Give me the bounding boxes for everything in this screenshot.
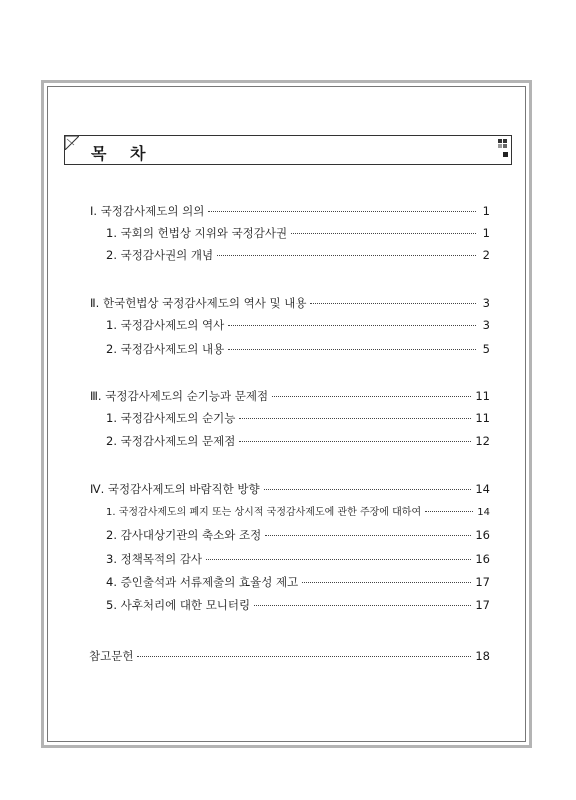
dot-leader (228, 349, 476, 350)
dot-leader (239, 418, 471, 419)
toc-references (89, 648, 490, 664)
toc-subsection (106, 247, 490, 263)
toc-subsection (106, 551, 490, 567)
toc-section (90, 388, 490, 404)
toc-title: 목 차 (91, 144, 155, 163)
dot-leader (217, 255, 476, 256)
toc-entry-label: 2. 국정감사제도의 내용 (106, 342, 225, 356)
toc-page-number: 3 (482, 296, 490, 310)
toc-entry-label: Ⅳ. 국정감사제도의 바람직한 방향 (90, 482, 260, 496)
toc-entry-label: 2. 국정감사제도의 문제점 (106, 434, 236, 448)
toc-entry-label: Ⅰ. 국정감사제도의 의의 (90, 204, 205, 218)
corner-deco-icon (498, 139, 508, 161)
toc-subsection (106, 597, 490, 613)
toc-entry-label: 5. 사후처리에 대한 모니터링 (106, 598, 251, 612)
toc-page-number: 3 (482, 318, 490, 332)
toc-entry-label: 1. 국회의 헌법상 지위와 국정감사권 (106, 226, 288, 240)
toc-page-number: 1 (482, 226, 490, 240)
corner-fold-icon (65, 136, 79, 150)
toc-entry-label: 3. 정책목적의 감사 (106, 552, 203, 566)
toc-entry-label: 2. 감사대상기관의 축소와 조정 (106, 528, 262, 542)
toc-entry-label: Ⅲ. 국정감사제도의 순기능과 문제점 (90, 389, 269, 403)
toc-page-number: 18 (475, 649, 490, 663)
toc-section (90, 481, 490, 497)
toc-subsection (106, 341, 490, 357)
toc-entry-label: Ⅱ. 한국헌법상 국정감사제도의 역사 및 내용 (90, 296, 307, 310)
dot-leader (228, 325, 476, 326)
toc-subsection (106, 433, 490, 449)
dot-leader (425, 511, 473, 512)
toc-page-number: 11 (475, 411, 490, 425)
toc-section (90, 295, 490, 311)
toc-page-number: 12 (475, 434, 490, 448)
toc-page-number: 1 (482, 204, 490, 218)
toc-entry-label: 4. 증인출석과 서류제출의 효율성 제고 (106, 575, 299, 589)
toc-entry-label: 1. 국정감사제도의 역사 (106, 318, 225, 332)
toc-entry-label: 1. 국정감사제도의 순기능 (106, 411, 236, 425)
toc-page-number: 16 (475, 552, 490, 566)
dot-leader (254, 605, 471, 606)
dot-leader (310, 303, 476, 304)
toc-subsection (106, 503, 490, 519)
dot-leader (265, 535, 471, 536)
toc-page-number: 14 (475, 482, 490, 496)
dot-leader (272, 396, 471, 397)
toc-subsection (106, 574, 490, 590)
dot-leader (264, 489, 472, 490)
toc-subsection (106, 225, 490, 241)
toc-page-number: 14 (477, 507, 490, 518)
toc-title-box (64, 135, 512, 165)
toc-page-number: 11 (475, 389, 490, 403)
dot-leader (291, 233, 476, 234)
toc-subsection (106, 527, 490, 543)
toc-page-number: 17 (475, 598, 490, 612)
toc-page-number: 16 (475, 528, 490, 542)
toc-entry-label: 참고문헌 (89, 649, 134, 663)
toc-page-number: 5 (482, 342, 490, 356)
toc-section (90, 203, 490, 219)
toc-entry-label: 2. 국정감사권의 개념 (106, 248, 214, 262)
toc-entry-label: 1. 국정감사제도의 폐지 또는 상시적 국정감사제도에 관한 주장에 대하여 (106, 507, 422, 518)
toc-page-number: 17 (475, 575, 490, 589)
toc-subsection (106, 410, 490, 426)
dot-leader (302, 582, 471, 583)
dot-leader (206, 559, 471, 560)
dot-leader (208, 211, 476, 212)
dot-leader (137, 656, 471, 657)
toc-page-number: 2 (482, 248, 490, 262)
dot-leader (239, 441, 471, 442)
toc-subsection (106, 317, 490, 333)
